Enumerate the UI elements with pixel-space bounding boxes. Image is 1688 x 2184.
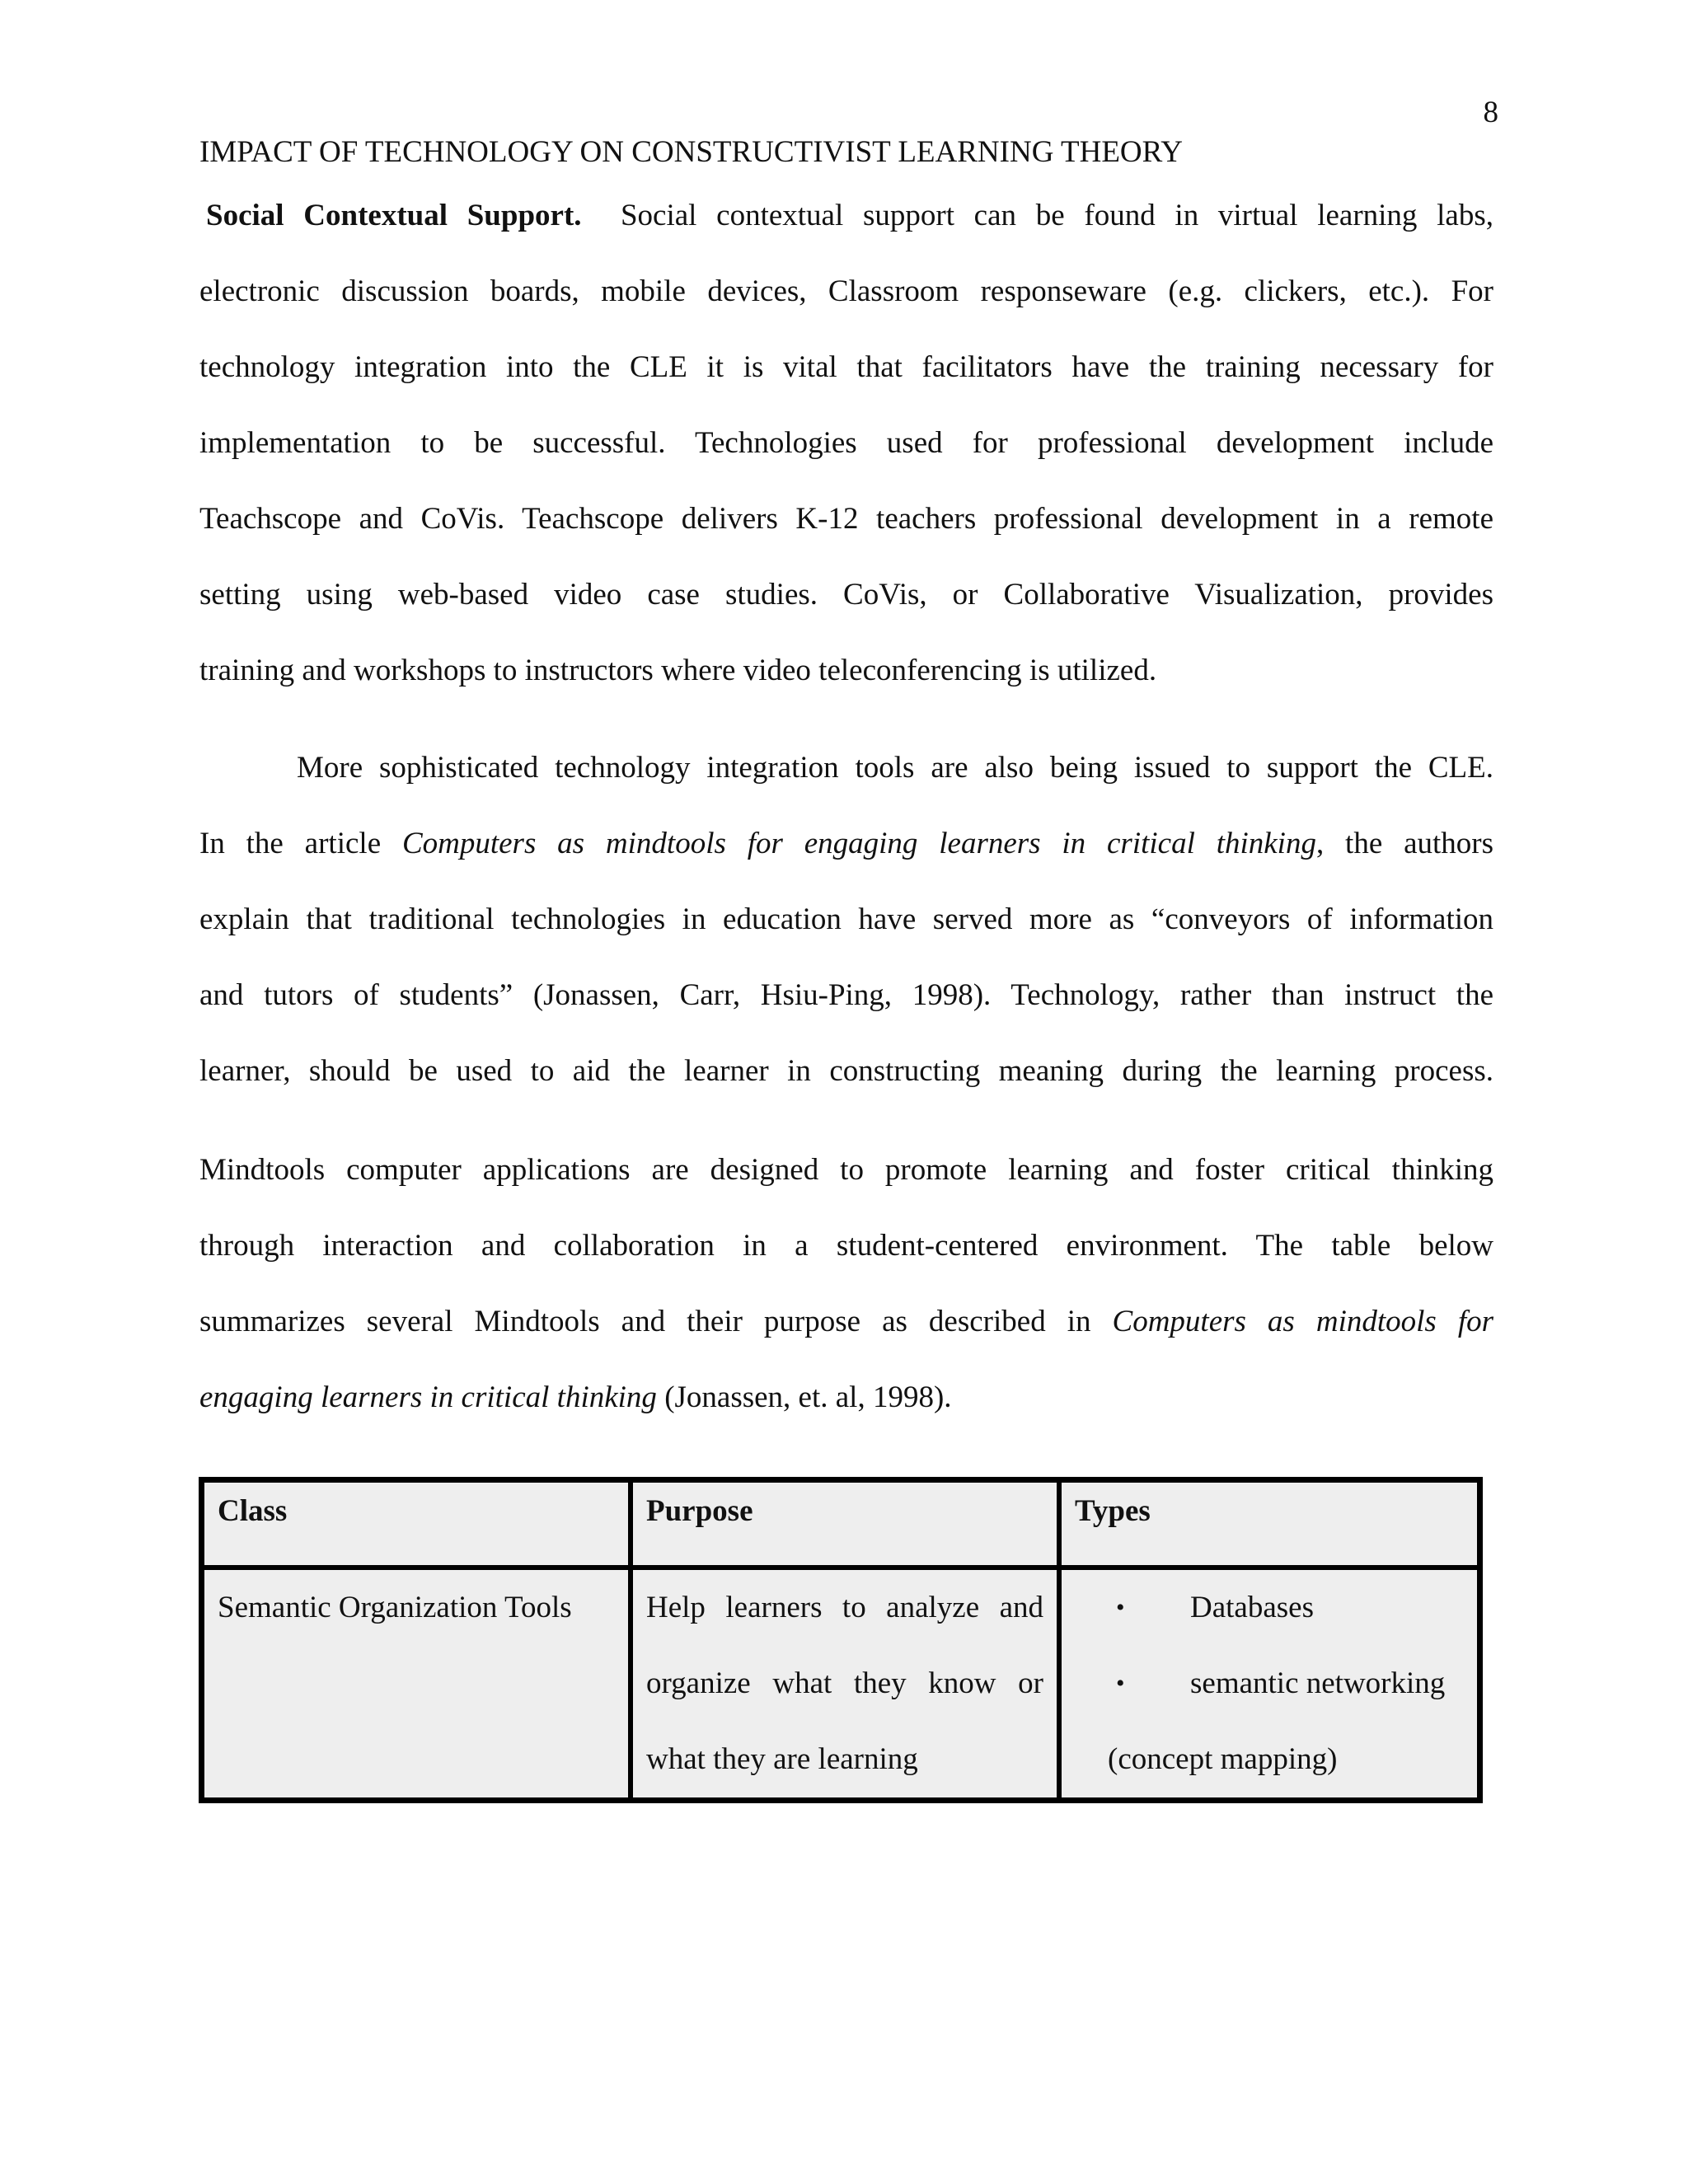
list-item xyxy=(1108,1646,1464,1722)
cell-class xyxy=(202,1568,631,1801)
text-span: , the authors xyxy=(1315,827,1494,860)
mindtools-table xyxy=(199,1477,1483,1803)
article-title: Computers as mindtools for xyxy=(1112,1305,1493,1338)
table-row xyxy=(202,1568,1480,1801)
text-line: learner, should be used to aid the learner in constructing meaning during the learning process. xyxy=(199,1054,1493,1088)
paragraph-social-contextual-support xyxy=(199,178,1493,709)
text-line: explain that traditional technologies in education have served more as “conveyors of information xyxy=(199,902,1493,936)
column-header-class: Class xyxy=(202,1480,631,1568)
text-span: (Jonassen, et. al, 1998). xyxy=(656,1380,952,1414)
list-item xyxy=(1108,1570,1464,1646)
text-line: through interaction and collaboration in a student-centered environment. The table below xyxy=(199,1229,1493,1263)
text-span: summarizes several Mindtools and their purpose as described in xyxy=(199,1305,1113,1338)
page-number: 8 xyxy=(1483,96,1498,129)
text-line: electronic discussion boards, mobile devices, Classroom responseware (e.g. clickers, etc.). For xyxy=(199,274,1493,308)
cell-purpose xyxy=(631,1568,1059,1801)
purpose-line: organize what they know or xyxy=(646,1666,1043,1700)
bullet-icon: • xyxy=(1116,1594,1125,1621)
text-line: technology integration into the CLE it is vital that facilitators have the training necessary for xyxy=(199,350,1493,384)
text-span: Social contextual support can be found in virtual learning labs, xyxy=(620,199,1493,232)
text-line: More sophisticated technology integration tools are also being issued to support the CLE. xyxy=(297,751,1493,785)
text-line: Mindtools computer applications are designed to promote learning and foster critical thinking xyxy=(199,1153,1493,1187)
purpose-line: Help learners to analyze and xyxy=(646,1591,1043,1624)
class-name: Semantic Organization Tools xyxy=(218,1591,572,1624)
text-line: Teachscope and CoVis. Teachscope delivers K-12 teachers professional development in a remote xyxy=(199,502,1493,536)
text-span: In the article xyxy=(199,827,402,860)
column-header-types: Types xyxy=(1059,1480,1480,1568)
text-line xyxy=(199,806,1493,882)
text-line: and tutors of students” (Jonassen, Carr, Hsiu-Ping, 1998). Technology, rather than instruct the xyxy=(199,978,1493,1012)
type-label: Databases xyxy=(1190,1591,1314,1624)
table-header-row xyxy=(202,1480,1480,1568)
bullet-icon: • xyxy=(1116,1670,1125,1697)
text-line: training and workshops to instructors where video teleconferencing is utilized. xyxy=(199,654,1157,687)
text-line: setting using web-based video case studies. CoVis, or Collaborative Visualization, provides xyxy=(199,578,1493,612)
paragraph-mindtools-article xyxy=(199,730,1493,1109)
article-title: Computers as mindtools for engaging learners in critical thinking xyxy=(401,827,1316,860)
running-head: IMPACT OF TECHNOLOGY ON CONSTRUCTIVIST LEARNING THEORY xyxy=(199,135,1183,169)
purpose-line: what they are learning xyxy=(646,1742,918,1776)
text-line xyxy=(199,1360,1493,1436)
cell-types xyxy=(1059,1568,1480,1801)
article-title: engaging learners in critical thinking xyxy=(199,1380,657,1414)
paragraph-mindtools-applications xyxy=(199,1132,1493,1436)
section-heading: Social Contextual Support. xyxy=(206,199,582,232)
column-header-purpose: Purpose xyxy=(631,1480,1059,1568)
text-line xyxy=(199,178,1493,254)
types-list xyxy=(1075,1570,1464,1722)
text-line: implementation to be successful. Technologies used for professional development include xyxy=(199,426,1493,460)
text-line xyxy=(199,1284,1493,1360)
type-label: semantic networking xyxy=(1190,1666,1446,1700)
type-continuation: (concept mapping) xyxy=(1108,1742,1338,1776)
